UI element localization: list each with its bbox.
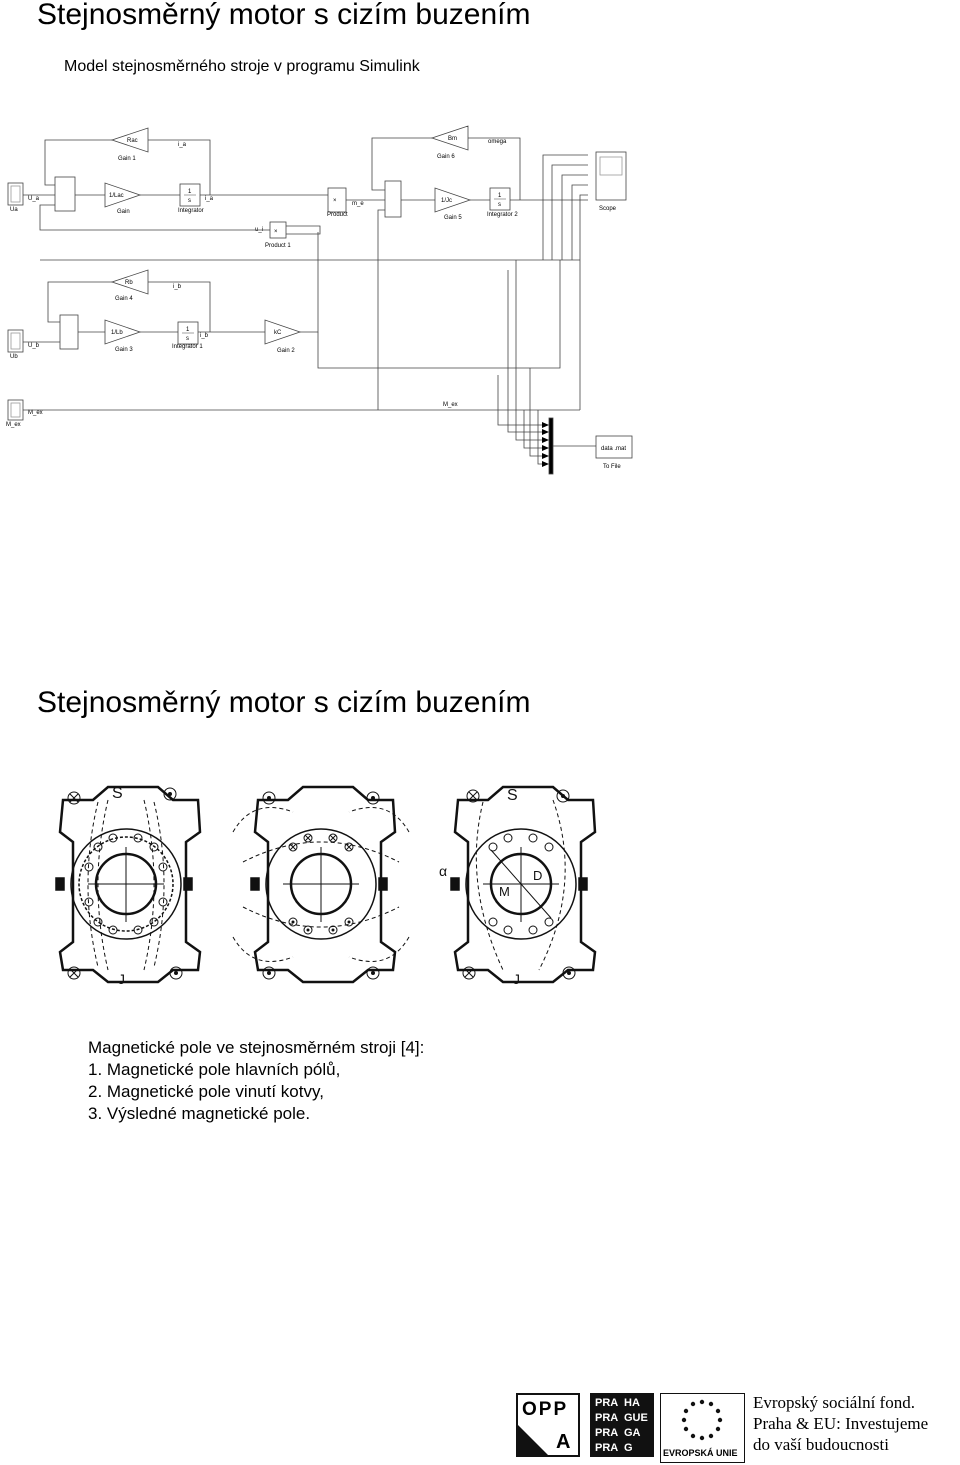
svg-text:data .mat: data .mat — [601, 446, 627, 452]
motor-1-main-poles — [56, 785, 200, 987]
load-and-output — [6, 210, 632, 474]
svg-text:Gain 4: Gain 4 — [115, 296, 133, 302]
svg-text:Gain 3: Gain 3 — [115, 347, 133, 353]
svg-text:M_ex: M_ex — [6, 422, 21, 428]
svg-text:M_ex: M_ex — [28, 410, 43, 416]
svg-text:×: × — [274, 229, 278, 235]
svg-text:Bm: Bm — [448, 136, 457, 142]
svg-text:Integrator 2: Integrator 2 — [487, 212, 518, 218]
field-subsystem — [8, 232, 560, 368]
caption-item-2: 2. Magnetické pole vinutí kotvy, — [88, 1082, 324, 1101]
product-block — [328, 188, 346, 212]
mux-block — [549, 418, 553, 474]
simulink-diagram — [0, 118, 640, 478]
svg-text:i_b: i_b — [173, 284, 182, 290]
eu-stars-icon — [661, 1394, 744, 1446]
magnetic-field-figure — [38, 772, 603, 994]
svg-text:i_a: i_a — [205, 196, 214, 202]
caption-item-1: 1. Magnetické pole hlavních pólů, — [88, 1060, 341, 1079]
svg-text:Integrator 1: Integrator 1 — [172, 344, 203, 350]
svg-text:U_b: U_b — [28, 343, 40, 349]
d-label: D — [533, 868, 543, 883]
sum-block-mech — [385, 181, 401, 217]
pole-s-label-1: S — [112, 785, 123, 802]
svg-text:Gain 1: Gain 1 — [118, 156, 136, 162]
svg-text:Product: Product — [327, 212, 348, 218]
svg-text:i_a: i_a — [178, 142, 187, 148]
svg-text:1: 1 — [498, 193, 502, 199]
u_a-label: U_a — [28, 196, 40, 202]
svg-text:×: × — [333, 198, 337, 204]
svg-text:omega: omega — [488, 139, 507, 145]
svg-text:m_e: m_e — [352, 201, 364, 207]
svg-text:Rac: Rac — [127, 138, 138, 144]
ua-label: Ua — [10, 207, 18, 213]
product1-block — [270, 222, 286, 238]
svg-text:1/Lb: 1/Lb — [111, 330, 123, 336]
integrator-label: Integrator — [178, 208, 204, 214]
svg-text:s: s — [498, 202, 501, 208]
svg-text:Product 1: Product 1 — [265, 243, 291, 249]
gain-label: Gain — [117, 209, 130, 215]
svg-text:Gain 2: Gain 2 — [277, 348, 295, 354]
svg-text:kC: kC — [274, 330, 282, 336]
svg-text:u_i: u_i — [255, 227, 264, 233]
gain-kc — [265, 320, 300, 344]
pole-j-label-1: J — [118, 971, 125, 987]
footer-line-3: do vaší budoucnosti — [753, 1435, 889, 1454]
svg-text:Rb: Rb — [125, 280, 133, 286]
motor-2-armature — [233, 787, 409, 982]
praha-logo: PRA HA PRA GUE PRA GA PRA G — [590, 1393, 654, 1457]
oppa-logo: OPP A — [516, 1393, 580, 1457]
footer-line-1: Evropský sociální fond. — [753, 1393, 915, 1412]
armature-subsystem — [8, 126, 626, 260]
svg-text:1: 1 — [188, 189, 192, 195]
svg-text:Gain 5: Gain 5 — [444, 215, 462, 221]
svg-text:s: s — [188, 198, 191, 204]
svg-text:1: 1 — [186, 327, 190, 333]
sum-block-b — [60, 315, 78, 349]
page-title: Stejnosměrný motor s cizím buzením — [37, 0, 531, 31]
footer-line-2: Praha & EU: Investujeme — [753, 1414, 929, 1433]
sum-block-a — [55, 177, 75, 211]
svg-text:1/Jc: 1/Jc — [441, 198, 453, 204]
svg-text:M_ex: M_ex — [443, 402, 458, 408]
eu-logo: EVROPSKÁ UNIE — [660, 1393, 745, 1463]
caption-item-3: 3. Výsledné magnetické pole. — [88, 1104, 311, 1123]
caption-intro: Magnetické pole ve stejnosměrném stroji [4]: — [88, 1038, 425, 1057]
svg-text:Ub: Ub — [10, 354, 18, 360]
lac-label: 1/Lac — [109, 193, 124, 199]
svg-text:Gain 6: Gain 6 — [437, 154, 455, 160]
pole-s-label-3: S — [507, 787, 518, 804]
scope-block — [596, 152, 626, 200]
alpha-label: α — [439, 863, 448, 879]
motor-3-resultant — [439, 787, 595, 987]
scope-label: Scope — [599, 206, 617, 212]
m-label: M — [499, 884, 510, 899]
page-subtitle: Model stejnosměrného stroje v programu Simulink — [64, 58, 420, 75]
svg-text:i_b: i_b — [200, 333, 209, 339]
section-title: Stejnosměrný motor s cizím buzením — [37, 686, 531, 719]
svg-text:s: s — [186, 336, 189, 342]
figure-caption — [88, 1037, 424, 1125]
pole-j-label-3: J — [513, 971, 520, 987]
to-file-label: To File — [603, 464, 621, 470]
